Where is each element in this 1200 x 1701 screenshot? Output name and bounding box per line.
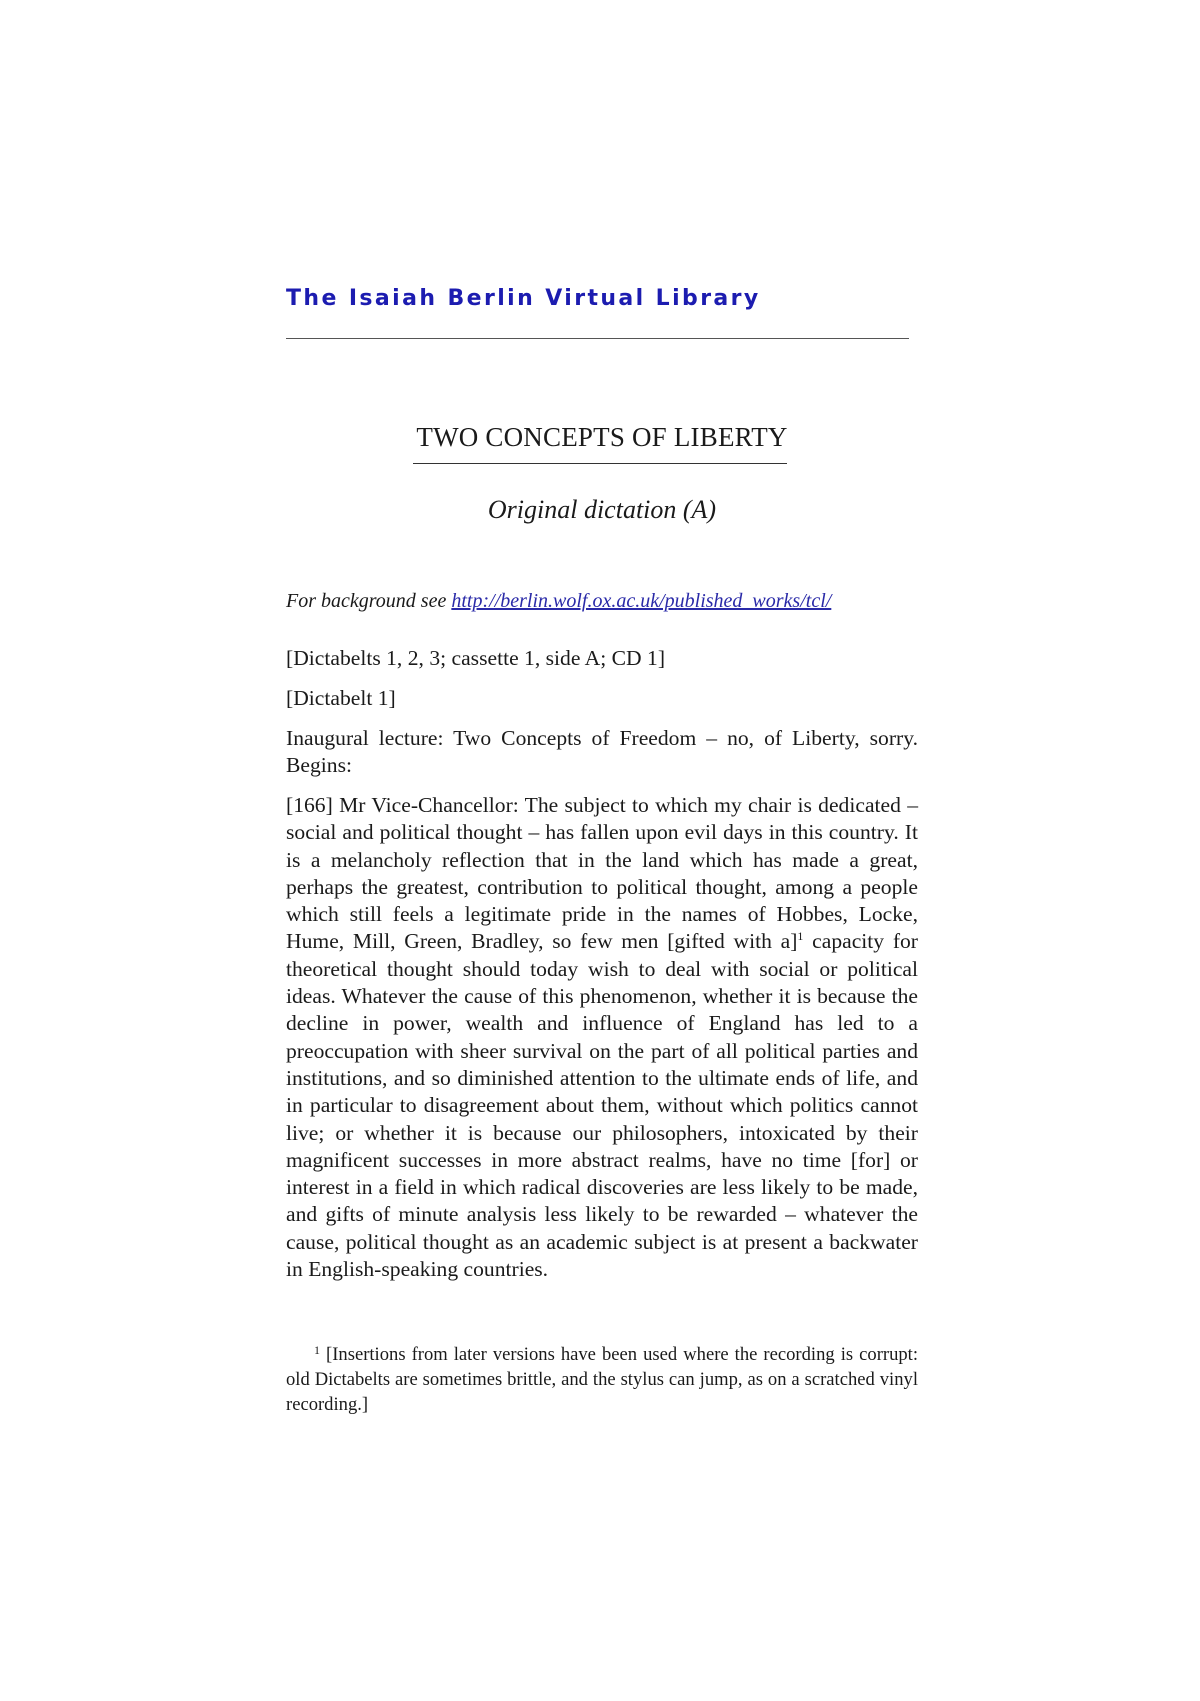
document-title: TWO CONCEPTS OF LIBERTY — [416, 422, 788, 452]
main-text-after-note: capacity for theoretical thought should today wish to deal with social or political ideas. Whatever the cause of this phenomenon, whether it is because the decline in power, wealth and influence of England has led to a preoccupation with sheer survival on the part of all political parties and institutions, and so diminished attention to the ultimate ends of life, and in particular to disagreement about them, without which politics cannot live; or whether it is because our philosophers, intoxicated by their magnificent successes in more abstract realms, have no time [for] or interest in a field in which radical discoveries are less likely to be made, and gifts of minute analysis less likely to be rewarded – whatever the cause, political thought as an academic subject is at present a backwater in English-speaking countries. — [286, 929, 918, 1282]
header-divider — [286, 338, 909, 339]
footnote — [286, 1342, 918, 1417]
footnote-marker: 1 — [314, 1343, 320, 1357]
intro-paragraph: Inaugural lecture: Two Concepts of Freedom – no, of Liberty, sorry. Begins: — [286, 726, 918, 778]
document-page — [286, 0, 918, 1701]
footnote-reference[interactable]: 1 — [797, 929, 804, 944]
background-prefix: For background see — [286, 590, 452, 612]
document-subtitle: Original dictation (A) — [487, 495, 717, 524]
title-underline — [413, 463, 787, 464]
main-text-before-note: [166] Mr Vice-Chancellor: The subject to which my chair is dedicated – social and political thought – has fallen upon evil days in this country. It is a melancholy reflection that in the land which has made a great, perhaps the greatest, contribution to political thought, among a people which still feels a legitimate pride in the names of Hobbes, Locke, Hume, Mill, Green, Bradley, so few men [gifted with a] — [286, 793, 918, 954]
dictabelt-line: [Dictabelt 1] — [286, 686, 396, 710]
library-header: The Isaiah Berlin Virtual Library — [286, 286, 761, 311]
background-link[interactable]: http://berlin.wolf.ox.ac.uk/published_works/tcl/ — [451, 590, 832, 612]
main-paragraph — [286, 792, 918, 1283]
footnote-text: [Insertions from later versions have been used where the recording is corrupt: old Dictabelts are sometimes brittle, and the stylus can jump, as on a scratched vinyl recording.] — [286, 1344, 918, 1415]
background-note — [286, 590, 831, 613]
dictabelts-line: [Dictabelts 1, 2, 3; cassette 1, side A; CD 1] — [286, 646, 666, 670]
